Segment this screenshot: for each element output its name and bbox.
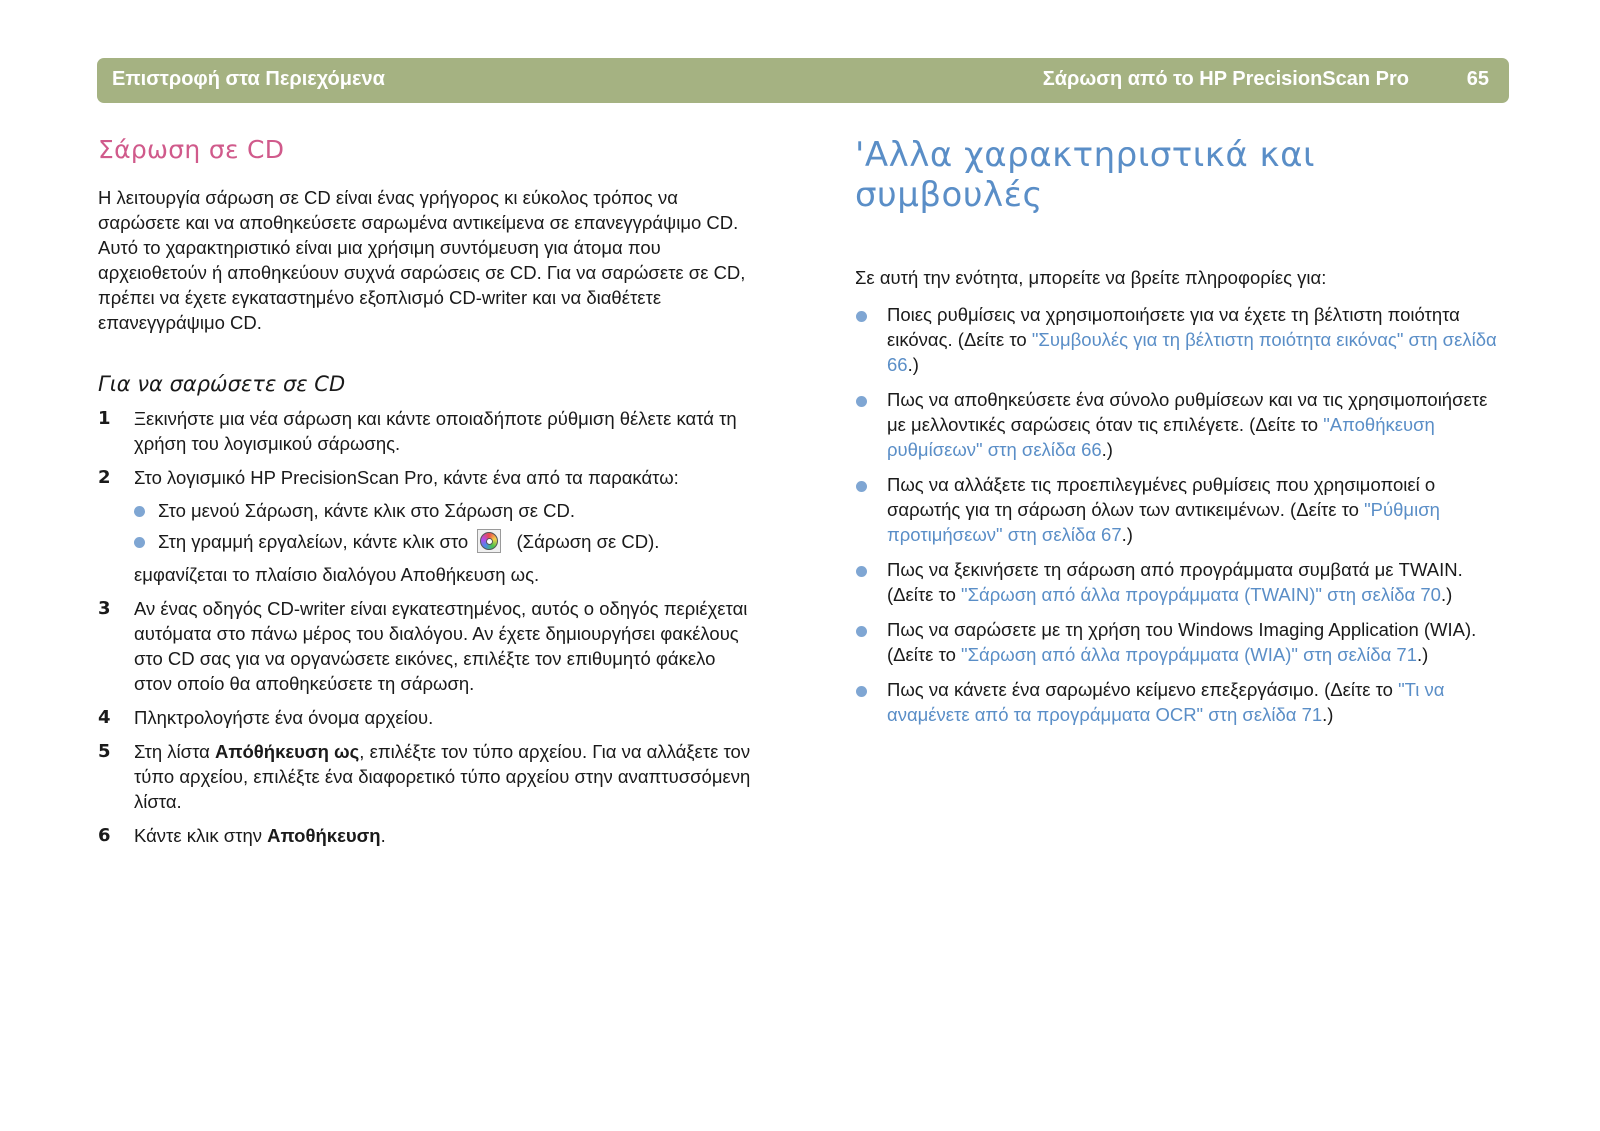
feature-text-end: .) (1101, 439, 1113, 460)
feature-item (855, 472, 1505, 547)
step-number: 4 (98, 707, 111, 728)
scan-to-cd-icon (477, 529, 501, 553)
feature-link[interactable]: "Σάρωση από άλλα προγράμματα (WIA)" στη σελίδα 71 (961, 644, 1417, 665)
step-text: Ξεκινήστε μια νέα σάρωση και κάντε οποιαδήποτε ρύθμιση θέλετε κατά τη χρήση του λογισμικού σάρωσης. (134, 408, 737, 454)
other-features-intro: Σε αυτή την ενότητα, μπορείτε να βρείτε πληροφορίες για: (855, 267, 1327, 288)
feature-text: Πως να σαρώσετε με τη χρήση του Windows Imaging Application (WIA). (Δείτε το (887, 619, 1477, 665)
step-text: Πληκτρολογήστε ένα όνομα αρχείου. (134, 707, 434, 728)
step-2 (98, 465, 758, 587)
scan-to-cd-title: Σάρωση σε CD (98, 135, 285, 164)
feature-item (855, 617, 1505, 667)
header-bar (97, 58, 1509, 103)
feature-text-end: .) (1440, 584, 1453, 605)
other-features-title: 'Αλλα χαρακτηριστικά και συμβουλές (855, 135, 1315, 215)
bullet-dot-icon (134, 506, 145, 517)
step-2-options (134, 498, 758, 554)
step-4 (98, 705, 758, 730)
step-text: Αν ένας οδηγός CD-writer είναι εγκατεστημένος, αυτός ο οδηγός περιέχεται αυτόματα στο πάνω μέρος του διαλόγου. Αν έχετε δημιουργήσει φακέλους στο CD σας για να οργανώσετε εικόνες, επιλέξτε τον επιθυμητό φάκελο στον οποίο θα αποθηκεύσετε τη σάρωση. (134, 598, 748, 694)
feature-text: Πως να αποθηκεύσετε ένα σύνολο ρυθμίσεων και να τις χρησιμοποιήσετε με μελλοντικές σαρώσεις όταν τις επιλέγετε. (Δείτε το (887, 389, 1488, 435)
bullet-dot-icon (856, 626, 867, 637)
feature-link[interactable]: "Τι να αναμένετε από τα προγράμματα OCR" στη σελίδα 71 (887, 679, 1445, 725)
step-number: 2 (98, 467, 111, 488)
feature-text-end: .) (1322, 704, 1334, 725)
step-text-bold: Απόθήκευση ως (214, 741, 360, 762)
option-menu (134, 498, 758, 523)
feature-text-end: .) (1121, 524, 1133, 545)
step-2-result: εμφανίζεται το πλαίσιο διαλόγου Αποθήκευση ως. (134, 564, 540, 585)
bullet-dot-icon (856, 686, 867, 697)
feature-text: Πως να αλλάξετε τις προεπιλεγμένες ρυθμίσεις που χρησιμοποιεί ο σαρωτής για τη σάρωση όλων των αντικειμένων. (Δείτε το (887, 474, 1436, 520)
feature-item (855, 387, 1505, 462)
back-to-contents-link[interactable]: Επιστροφή στα Περιεχόμενα (112, 68, 385, 90)
step-number: 1 (98, 408, 111, 429)
feature-link[interactable]: "Συμβουλές για τη βέλτιστη ποιότητα εικόνας" στη σελίδα 66 (887, 329, 1497, 375)
procedure-subhead: Για να σαρώσετε σε CD (98, 372, 346, 396)
section-name: Σάρωση από το HP PrecisionScan Pro (1042, 68, 1409, 90)
bullet-dot-icon (856, 311, 867, 322)
feature-text-end: .) (1417, 644, 1429, 665)
feature-text-end: .) (907, 354, 919, 375)
step-number: 6 (98, 825, 111, 846)
option-text-after: (Σάρωση σε CD). (516, 531, 660, 552)
option-text: Στο μενού Σάρωση, κάντε κλικ στο Σάρωση σε CD. (158, 500, 575, 521)
feature-item (855, 302, 1505, 377)
features-list (855, 302, 1505, 727)
bullet-dot-icon (856, 396, 867, 407)
feature-link[interactable]: "Σάρωση από άλλα προγράμματα (TWAIN)" στη σελίδα 70 (961, 584, 1441, 605)
feature-text: Ποιες ρυθμίσεις να χρησιμοποιήσετε για να έχετε τη βέλτιστη ποιότητα εικόνας. (Δείτε το (887, 304, 1460, 350)
step-text-before: Στη λίστα (134, 741, 215, 762)
step-number: 5 (98, 741, 111, 762)
feature-link[interactable]: "Ρύθμιση προτιμήσεων" στη σελίδα 67 (887, 499, 1440, 545)
step-5 (98, 739, 758, 814)
step-6 (98, 823, 758, 848)
scan-to-cd-intro: Η λειτουργία σάρωση σε CD είναι ένας γρήγορος κι εύκολος τρόπος να σαρώσετε και να αποθηκεύσετε σαρωμένα αντικείμενα σε επανεγγράψιμο CD. Αυτό το χαρακτηριστικό είναι μια χρήσιμη συντόμευση για άτομα που αρχειοθετούν ή αποθηκεύουν συχνά σαρώσεις σε CD. Για να σαρώσετε σε CD, πρέπει να έχετε εγκαταστημένο εξοπλισμό CD-writer και να διαθέτετε επανεγγράψιμο CD. (98, 187, 746, 333)
feature-text: Πως να ξεκινήσετε τη σάρωση από προγράμματα συμβατά με TWAIN. (Δείτε το (887, 559, 1463, 605)
step-text-after: , επιλέξτε τον τύπο αρχείου. Για να αλλάξετε τον τύπο αρχείου, επιλέξτε ένα διαφορετικό τύπο αρχείου στην αναπτυσσόμενη λίστα. (134, 741, 751, 812)
step-text-before: Κάντε κλικ στην (134, 825, 268, 846)
step-text: Στο λογισμικό HP PrecisionScan Pro, κάντε ένα από τα παρακάτω: (134, 467, 679, 488)
feature-item (855, 557, 1505, 607)
right-column (855, 135, 1505, 737)
bullet-dot-icon (856, 566, 867, 577)
page-number: 65 (1466, 68, 1489, 90)
step-number: 3 (98, 598, 111, 619)
bullet-dot-icon (134, 537, 145, 548)
steps-list (98, 406, 758, 848)
option-text-before: Στη γραμμή εργαλείων, κάντε κλικ στο (158, 531, 469, 552)
option-toolbar (134, 529, 758, 554)
step-1 (98, 406, 758, 456)
feature-text: Πως να κάνετε ένα σαρωμένο κείμενο επεξεργάσιμο. (Δείτε το (887, 679, 1399, 700)
step-text-bold: Αποθήκευση (267, 825, 381, 846)
step-3 (98, 596, 758, 696)
feature-item (855, 677, 1505, 727)
left-column (98, 135, 758, 857)
bullet-dot-icon (856, 481, 867, 492)
step-text-after: . (380, 825, 386, 846)
feature-link[interactable]: "Αποθήκευση ρυθμίσεων" στη σελίδα 66 (887, 414, 1435, 460)
